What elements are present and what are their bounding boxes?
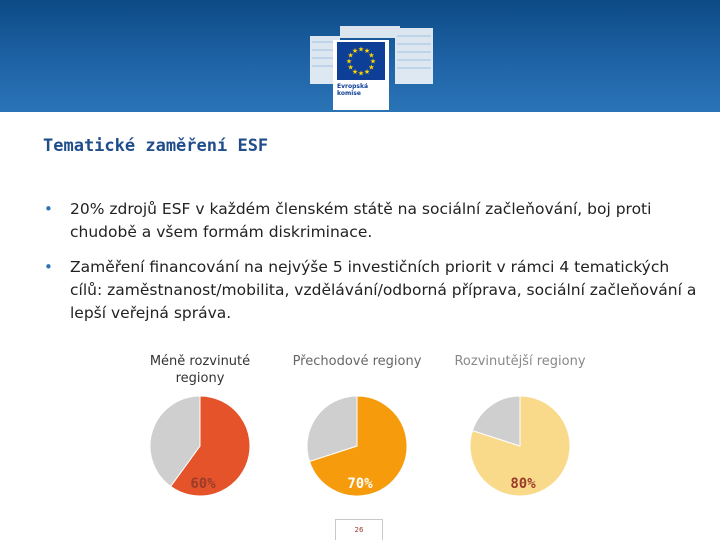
pie-chart-more-developed (450, 353, 590, 501)
flag-star-icon: ★ (351, 47, 359, 56)
logo-text: Evropská komise (337, 83, 368, 97)
slide-title: Tematické zaměření ESF (43, 136, 269, 156)
flag-star-icon: ★ (363, 67, 371, 76)
header-band (0, 0, 720, 112)
flag-star-icon: ★ (369, 57, 377, 66)
flag-star-icon: ★ (345, 57, 353, 66)
bullet-dot-icon: • (44, 200, 53, 218)
flag-star-icon: ★ (347, 63, 354, 72)
page-number: 26 (335, 519, 383, 540)
pie-data-label: 60% (190, 476, 216, 492)
pie-chart-svg (145, 391, 255, 501)
pie-data-label: 80% (510, 476, 536, 492)
bullet-dot-icon: • (44, 258, 53, 276)
flag-star-icon: ★ (363, 47, 371, 56)
pie-chart-transition (287, 353, 427, 501)
bullet-item (40, 256, 700, 325)
pie-chart-svg (465, 391, 575, 501)
bullet-list (40, 198, 700, 337)
pie-title: Méně rozvinuté regiony (149, 354, 251, 386)
bullet-text: 20% zdrojů ESF v každém členském státě na sociální začleňování, boj proti chudobě a všem formám diskriminace. (70, 200, 652, 241)
flag-star-icon: ★ (351, 67, 359, 76)
flag-star-icon: ★ (347, 51, 354, 60)
eu-commission-logo (333, 40, 389, 110)
pie-title: Rozvinutější regiony (454, 354, 586, 369)
flag-star-icon: ★ (368, 63, 375, 72)
pie-chart-svg (302, 391, 412, 501)
bullet-text: Zaměření financování na nejvýše 5 investičních priorit v rámci 4 tematických cílů: zaměstnanost/mobilita, vzdělávání/odborná příprava, sociální začleňování a lepší veřejná správa. (70, 258, 697, 322)
flag-star-icon: ★ (357, 69, 365, 78)
bullet-item (40, 198, 700, 244)
eu-flag-icon (337, 42, 385, 80)
pie-title: Přechodové regiony (292, 354, 422, 369)
flag-star-icon: ★ (357, 45, 365, 54)
flag-star-icon: ★ (368, 51, 375, 60)
pie-data-label: 70% (347, 476, 373, 492)
pie-chart-less-developed (130, 353, 270, 501)
